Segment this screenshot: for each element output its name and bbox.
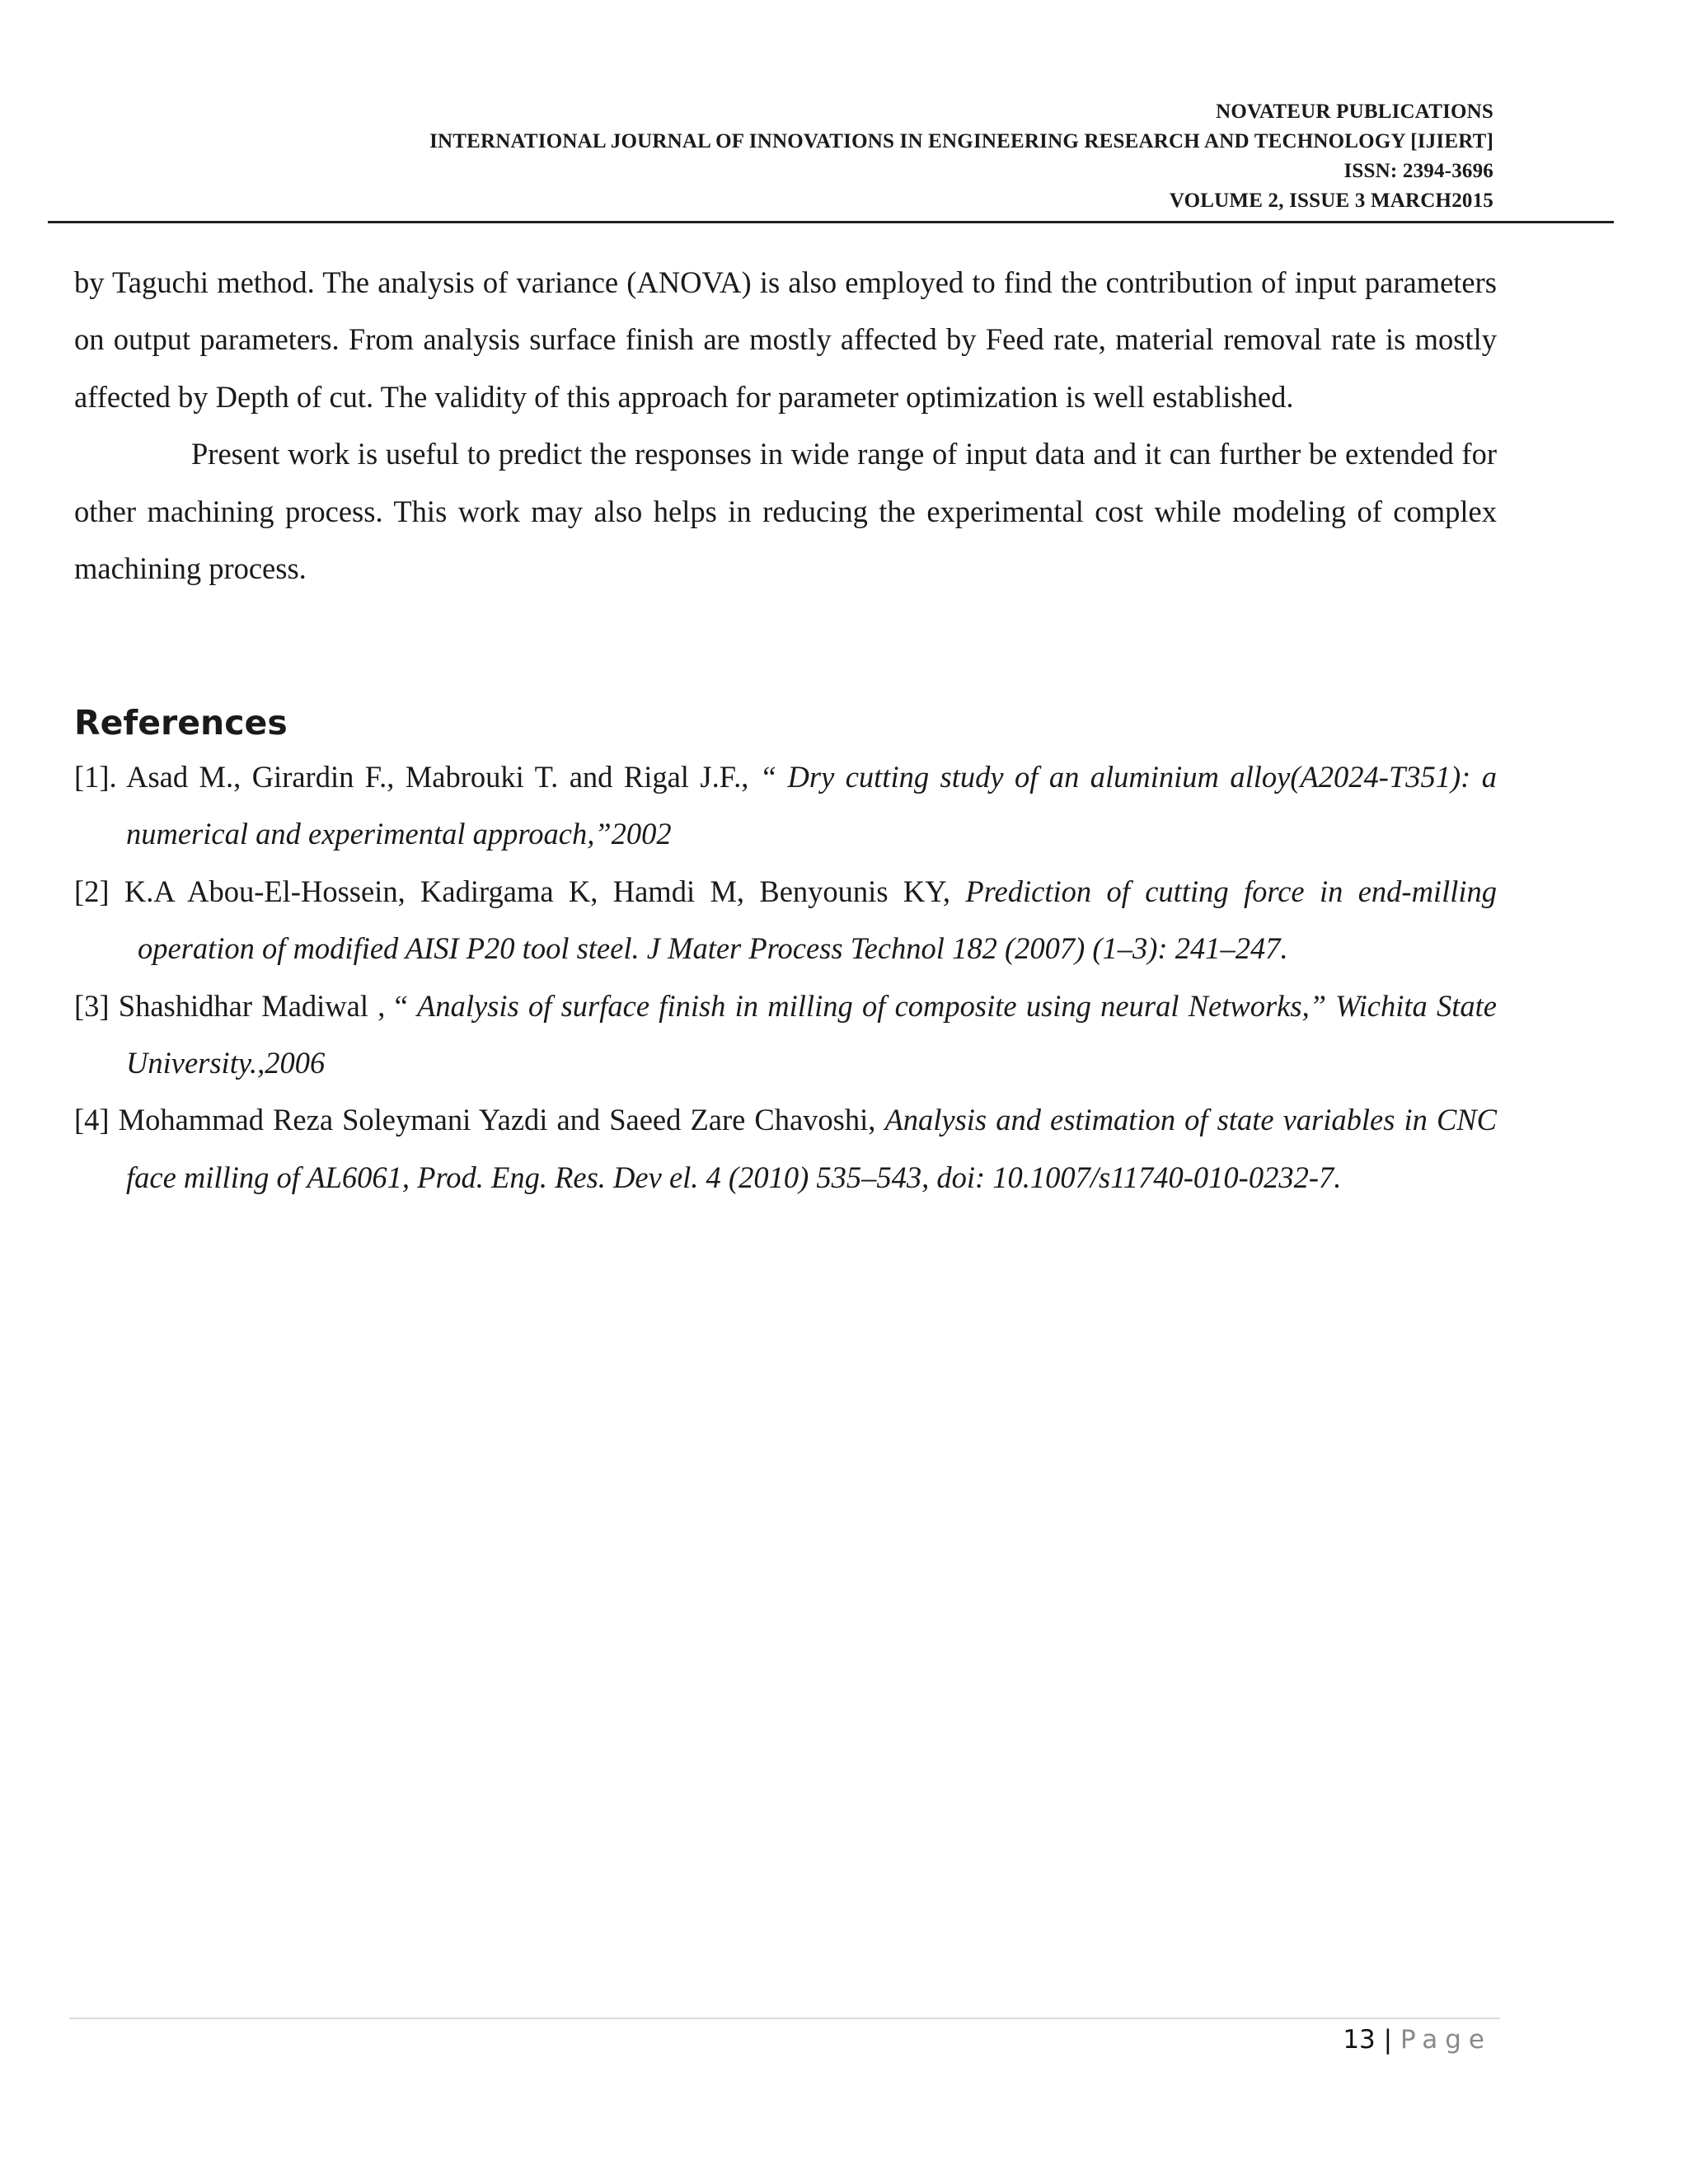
reference-authors: [1]. Asad M., Girardin F., Mabrouki T. and Rigal J.F., <box>74 760 760 794</box>
reference-list <box>74 748 1497 1206</box>
footer-separator: | <box>1375 2025 1400 2055</box>
reference-item <box>74 977 1497 1092</box>
reference-authors: [4] Mohammad Reza Soleymani Yazdi and Saeed Zare Chavoshi, <box>74 1103 885 1137</box>
page-footer <box>1343 2021 1492 2059</box>
paragraph-future-work: Present work is useful to predict the responses in wide range of input data and it can further be extended for other machining process. This work may also helps in reducing the experimental cost while modeling of complex machining process. <box>74 437 1497 586</box>
paragraph-conclusion: by Taguchi method. The analysis of variance (ANOVA) is also employed to find the contribution of input parameters on output parameters. From analysis surface finish are mostly affected by Feed rate, material removal rate is mostly affected by Depth of cut. The validity of this approach for parameter optimization is well established. <box>74 265 1497 414</box>
reference-title: Analysis and estimation of state variables in CNC face milling of AL6061, Prod. Eng. Res. Dev el. 4 (2010) 535–543, doi: 10.1007/s11740-010-0232-7. <box>126 1103 1497 1194</box>
publisher-name: NOVATEUR PUBLICATIONS <box>1216 101 1493 123</box>
page-number: 13 <box>1343 2025 1376 2055</box>
reference-item <box>74 863 1497 977</box>
reference-item <box>74 1091 1497 1206</box>
header-divider <box>48 221 1614 223</box>
footer-divider <box>69 2018 1500 2019</box>
issn: ISSN: 2394-3696 <box>1343 160 1493 182</box>
journal-title: INTERNATIONAL JOURNAL OF INNOVATIONS IN ENGINEERING RESEARCH AND TECHNOLOGY [IJIERT] <box>429 130 1493 152</box>
body-text <box>74 254 1497 597</box>
reference-title: Analysis of surface finish in milling of composite using neural Networks,” Wichita State University.,2006 <box>126 988 1497 1080</box>
reference-item <box>74 748 1497 863</box>
volume-issue: VOLUME 2, ISSUE 3 MARCH2015 <box>1169 190 1493 212</box>
references-heading: References <box>74 703 288 743</box>
reference-title: Prediction of cutting force in end-milling operation of modified AISI P20 tool steel. J Mater Process Technol 182 (2007) (1–3): 241–247. <box>138 874 1497 966</box>
reference-authors: [3] Shashidhar Madiwal , “ <box>74 988 418 1023</box>
journal-header <box>429 97 1493 216</box>
page-label: Page <box>1400 2025 1492 2055</box>
reference-title: “ Dry cutting study of an aluminium alloy(A2024-T351): a numerical and experimental approach,”2002 <box>126 760 1497 851</box>
reference-authors: [2] K.A Abou-El-Hossein, Kadirgama K, Hamdi M, Benyounis KY, <box>74 874 966 908</box>
